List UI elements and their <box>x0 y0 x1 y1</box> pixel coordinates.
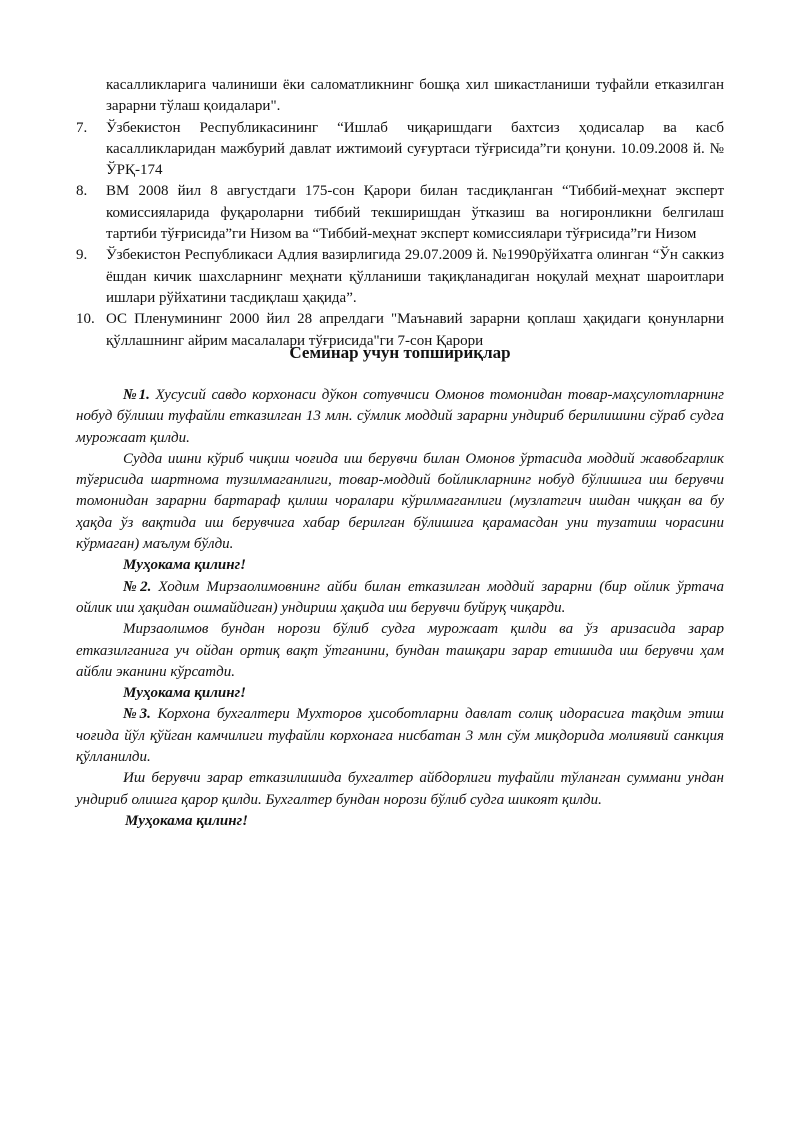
discuss-prompt: Муҳокама қилинг! <box>123 557 246 574</box>
reference-item <box>76 245 724 309</box>
task-2-details: Мирзаолимов бундан норози бўлиб судга мурожаат қилди ва ўз аризасида зарар етказилганига уч ойдан ортиқ вақт ўтганини, бундан ташқари зарар етишида иш берувчи ҳам айбли эканини кўрсатди. <box>76 621 724 680</box>
reference-number: 9. <box>76 247 88 264</box>
reference-text: Ўзбекистон Республикасининг “Ишлаб чиқаришдаги бахтсиз ҳодисалар ва касб касалликларидан мажбурий давлат ижтимоий суғуртаси тўғрисида”ги қонуни. 10.09.2008 й. № ЎРҚ-174 <box>106 119 724 179</box>
discuss-prompt: Муҳокама қилинг! <box>125 812 248 829</box>
task-2-paragraph <box>76 577 724 620</box>
task-3-text: Корхона бухгалтери Мухторов ҳисоботларни давлат солиқ идорасига тақдим этиш чоғида йўл қўйган камчилиги туфайли корхонага нисбатан 3 млн сўм миқдорида молиявий санкция қўлланилди. <box>76 706 724 766</box>
reference-number: 7. <box>76 119 88 136</box>
reference-continuation: касалликларига чалиниши ёки саломатликнинг бошқа хил шикастланиши туфайли етказилган зарарни тўлаш қоидалари". <box>106 77 724 115</box>
reference-number: 10. <box>76 311 95 328</box>
seminar-tasks <box>76 385 724 832</box>
task-1-number: №1. <box>123 387 150 403</box>
task-3-details: Иш берувчи зарар етказилишида бухгалтер айбдорлиги туфайли тўланган суммани ундан ундириб олишга қарор қилди. Бухгалтер бундан норози бўлиб судга шикоят қилди. <box>76 770 724 808</box>
task-1-details: Судда ишни кўриб чиқиш чоғида иш берувчи билан Омонов ўртасида моддий жавобгарлик тўғрисида шартнома тузилмаганлиги, товар-моддий бойликларнинг нобуд бўлишига иш берувчи томонидан зарарни бартараф қилиш чоралари кўрилмаганлиги (музлатгич ишдан чиққан ва бу ҳақда ўз вақтида иш берувчига хабар берилган бўлишига қарамасдан уни тузатиш чорасини кўрмаган) маълум бўлди. <box>76 450 724 553</box>
reference-number: 8. <box>76 183 88 200</box>
task-1-text: Хусусий савдо корхонаси дўкон сотувчиси Омонов томонидан товар-маҳсулотларнинг нобуд бўлиши туфайли етказилган 13 млн. сўмлик моддий зарарни ундириб берилишини сўраб судга мурожаат қилди. <box>76 387 724 446</box>
discuss-prompt: Муҳокама қилинг! <box>123 685 246 702</box>
task-2-number: №2. <box>123 578 152 595</box>
task-3-paragraph <box>76 704 724 768</box>
reference-item <box>76 181 724 245</box>
reference-text: ВМ 2008 йил 8 августдаги 175-сон Қарори билан тасдиқланган “Тиббий-меҳнат эксперт комиссияларида фуқароларни тиббий текширишдан ўтказиш ва ногиронликни белгилаш тартиби тўғрисида”ги Низом ва “Тиббий-меҳнат эксперт комиссиялари тўғрисида”ги Низом <box>106 183 724 243</box>
reference-text: Ўзбекистон Республикаси Адлия вазирлигида 29.07.2009 й. №1990рўйхатга олинган “Ўн саккиз ёшдан кичик шахсларнинг меҳнати қўлланиши тақиқланадиган ноқулай меҳнат шароитлари ишлари рўйхатини тасдиқлаш ҳақида”. <box>106 247 724 306</box>
reference-list <box>76 75 724 352</box>
section-heading: Семинар учун топшириқлар <box>289 343 511 362</box>
task-3-number: №3. <box>123 706 151 723</box>
reference-text: ОС Пленумининг 2000 йил 28 апрелдаги "Маънавий зарарни қоплаш ҳақидаги қонунларни қўллашнинг айрим масалалари тўғрисида"ги 7-сон Қарори <box>106 311 724 349</box>
task-1-paragraph <box>76 385 724 449</box>
reference-item <box>76 118 724 182</box>
task-2-text: Ходим Мирзаолимовнинг айби билан етказилган моддий зарарни (бир ойлик ўртача ойлик иш ҳақидан ошмайдиган) ундириш ҳақида иш берувчи буйруқ чиқарди. <box>76 578 724 616</box>
